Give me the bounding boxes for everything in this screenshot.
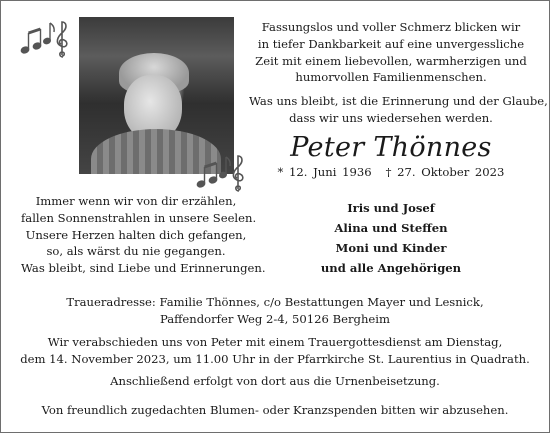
faith-line: dass wir uns wiedersehen werden.	[289, 110, 493, 125]
mourner: Moni und Kinder	[335, 241, 447, 255]
poem-line: Was bleibt, sind Liebe und Erinnerungen.	[21, 261, 266, 276]
address-line: Paffendorfer Weg 2-4, 50126 Bergheim	[159, 311, 390, 326]
poem	[21, 193, 266, 277]
faith-text	[249, 93, 548, 127]
deceased-name: Peter Thönnes	[290, 132, 492, 163]
faith-line: Was uns bleibt, ist die Erinnerung und der Glaube,	[249, 94, 548, 108]
poem-line: Unsere Herzen halten dich gefangen,	[25, 227, 247, 242]
mourning-address	[11, 294, 539, 328]
poem-line: fallen Sonnenstrahlen in unsere Seelen.	[21, 210, 257, 225]
life-dates	[249, 165, 533, 180]
portrait-photo	[79, 17, 234, 174]
urn-burial-note: Anschließend erfolgt von dort aus die Urnenbeisetzung.	[110, 374, 440, 388]
service-info	[11, 334, 539, 368]
poem-line: Immer wenn wir von dir erzählen,	[35, 194, 237, 208]
death-date: † 27. Oktober 2023	[385, 165, 505, 179]
address-line: Traueradresse: Familie Thönnes, c/o Bestattungen Mayer und Lesnick,	[66, 295, 484, 309]
mourner: und alle Angehörigen	[320, 261, 462, 275]
condolence-line: Fassungslos und voller Schmerz blicken wir	[261, 20, 521, 34]
mourner: Alina und Steffen	[334, 221, 448, 235]
music-notes-icon	[195, 153, 247, 193]
music-notes-icon	[19, 19, 71, 59]
service-line: Wir verabschieden uns von Peter mit einem Trauergottesdienst am Dienstag,	[47, 335, 503, 349]
condolence-line: Zeit mit einem liebevollen, warmherzigen und	[255, 53, 527, 68]
condolence-line: humorvollen Familienmenschen.	[295, 70, 487, 85]
mourners-list	[301, 198, 481, 278]
birth-date: * 12. Juni 1936	[277, 165, 372, 179]
condolence-line: in tiefer Dankbarkeit auf eine unvergessliche	[257, 36, 525, 51]
service-line: dem 14. November 2023, um 11.00 Uhr in der Pfarrkirche St. Laurentius in Quadrath.	[20, 351, 530, 366]
mourner: Iris und Josef	[347, 201, 435, 215]
poem-line: so, als wärst du nie gegangen.	[46, 244, 226, 259]
condolence-text	[249, 19, 533, 86]
flowers-note: Von freundlich zugedachten Blumen- oder Kranzspenden bitten wir abzusehen.	[41, 403, 509, 417]
